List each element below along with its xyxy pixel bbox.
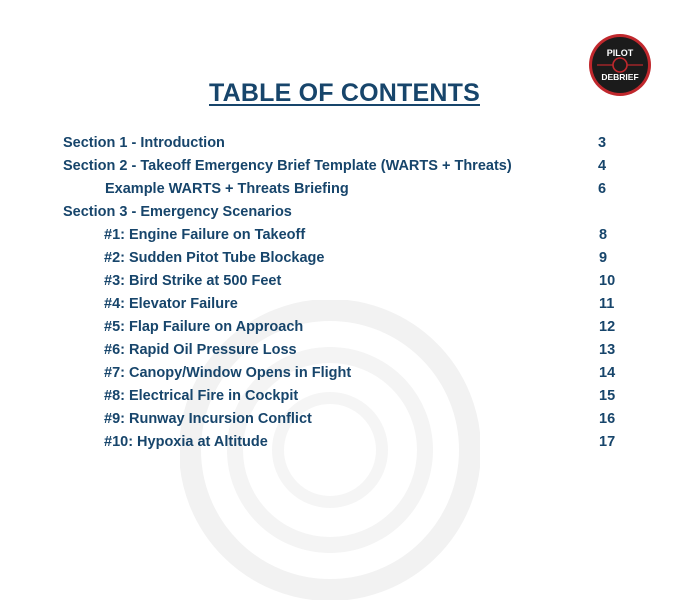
toc-entry-page-number: 4 xyxy=(598,158,607,174)
toc-entry[interactable] xyxy=(0,247,689,270)
toc-entry-label: #6: Rapid Oil Pressure Loss xyxy=(104,342,297,358)
toc-entry[interactable] xyxy=(0,178,689,201)
toc-entry-label: #10: Hypoxia at Altitude xyxy=(104,434,268,450)
toc-entry-label: Section 2 - Takeoff Emergency Brief Template (WARTS + Threats) xyxy=(63,158,512,174)
toc-entry-page-number: 8 xyxy=(599,227,608,243)
toc-entry-page-number: 10 xyxy=(599,273,616,289)
toc-entry-page-number: 6 xyxy=(598,181,607,197)
toc-entry-label: #9: Runway Incursion Conflict xyxy=(104,411,312,427)
toc-entry-page-number: 17 xyxy=(599,434,616,450)
toc-entry-label: #7: Canopy/Window Opens in Flight xyxy=(104,365,352,381)
toc-entry-label: #5: Flap Failure on Approach xyxy=(104,319,304,335)
toc-entry-page-number: 15 xyxy=(599,388,616,404)
logo-line-2: DEBRIEF xyxy=(601,72,639,82)
toc-entry[interactable] xyxy=(0,339,689,362)
toc-entry-page-number: 16 xyxy=(599,411,616,427)
toc-entry[interactable] xyxy=(0,408,689,431)
toc-entry-label: Section 3 - Emergency Scenarios xyxy=(63,204,292,220)
toc-entry-label: Section 1 - Introduction xyxy=(63,135,225,151)
toc-entry-label: #1: Engine Failure on Takeoff xyxy=(104,227,306,243)
toc-entry[interactable] xyxy=(0,293,689,316)
table-of-contents xyxy=(0,132,689,454)
toc-entry[interactable] xyxy=(0,132,689,155)
toc-entry-page-number: 12 xyxy=(599,319,616,335)
toc-entry[interactable] xyxy=(0,224,689,247)
logo-line-1: PILOT xyxy=(606,48,634,58)
toc-entry-label: #4: Elevator Failure xyxy=(104,296,238,312)
toc-entry[interactable] xyxy=(0,385,689,408)
page-title: TABLE OF CONTENTS xyxy=(209,79,480,107)
toc-entry[interactable] xyxy=(0,362,689,385)
toc-entry[interactable] xyxy=(0,155,689,178)
toc-entry-page-number: 13 xyxy=(599,342,616,358)
toc-entry-label: #3: Bird Strike at 500 Feet xyxy=(104,273,282,289)
toc-entry-label: Example WARTS + Threats Briefing xyxy=(105,181,349,197)
toc-entry-page-number: 9 xyxy=(599,250,608,266)
toc-entry-page-number: 3 xyxy=(598,135,607,151)
toc-entry-label: #8: Electrical Fire in Cockpit xyxy=(104,388,299,404)
toc-entry-page-number: 11 xyxy=(599,296,615,312)
toc-entry[interactable] xyxy=(0,201,689,224)
toc-entry[interactable] xyxy=(0,431,689,454)
toc-entry[interactable] xyxy=(0,270,689,293)
toc-entry-page-number: 14 xyxy=(599,365,616,381)
toc-entry[interactable] xyxy=(0,316,689,339)
toc-entry-label: #2: Sudden Pitot Tube Blockage xyxy=(104,250,325,266)
